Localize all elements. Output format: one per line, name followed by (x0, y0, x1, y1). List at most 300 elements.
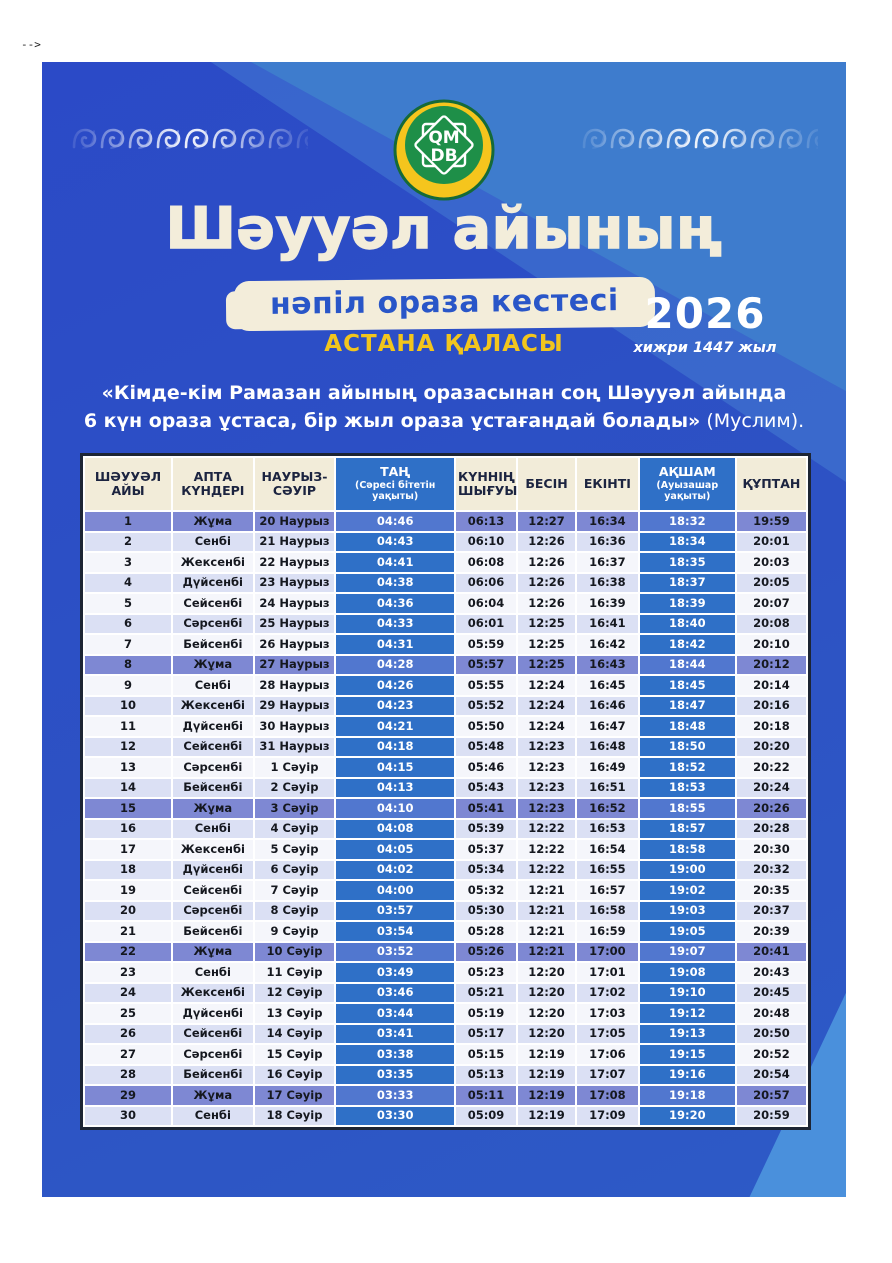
table-cell: 12:20 (518, 1025, 575, 1044)
table-cell: 20:43 (737, 963, 806, 982)
table-cell: 20:57 (737, 1086, 806, 1105)
table-cell: 26 Наурыз (255, 635, 335, 654)
table-cell: 1 Сәуір (255, 758, 335, 777)
table-cell: 04:38 (336, 574, 454, 593)
kazakh-ornament-right (580, 124, 818, 154)
table-cell: 20:59 (737, 1107, 806, 1126)
table-cell: 12:22 (518, 840, 575, 859)
table-cell: 16:39 (577, 594, 638, 613)
table-cell: 20:50 (737, 1025, 806, 1044)
table-row (85, 1025, 806, 1044)
table-cell: 5 Сәуір (255, 840, 335, 859)
table-cell: 16:42 (577, 635, 638, 654)
table-cell: 03:54 (336, 922, 454, 941)
table-cell: 12:26 (518, 553, 575, 572)
table-cell: 20:16 (737, 697, 806, 716)
table-cell: 05:41 (456, 799, 516, 818)
table-row (85, 717, 806, 736)
table-cell: 7 Сәуір (255, 881, 335, 900)
table-cell: 03:35 (336, 1066, 454, 1085)
table-cell: 6 (85, 615, 171, 634)
table-cell: 04:00 (336, 881, 454, 900)
table-cell: 12:19 (518, 1086, 575, 1105)
table-cell: Дүйсенбі (173, 574, 253, 593)
table-cell: 19:00 (640, 861, 735, 880)
table-cell: Сенбі (173, 676, 253, 695)
table-cell: 05:59 (456, 635, 516, 654)
table-cell: 20:18 (737, 717, 806, 736)
table-cell: 16:54 (577, 840, 638, 859)
table-cell: 23 Наурыз (255, 574, 335, 593)
table-cell: 04:13 (336, 779, 454, 798)
table-row (85, 533, 806, 552)
table-cell: 03:33 (336, 1086, 454, 1105)
hadith-source: (Муслим). (700, 409, 805, 432)
table-cell: 16:36 (577, 533, 638, 552)
table-row (85, 1066, 806, 1085)
table-cell: 12:19 (518, 1045, 575, 1064)
table-row (85, 635, 806, 654)
table-cell: 6 Сәуір (255, 861, 335, 880)
table-cell: 12:21 (518, 922, 575, 941)
table-cell: 12:25 (518, 635, 575, 654)
table-cell: 05:37 (456, 840, 516, 859)
table-cell: 12:23 (518, 799, 575, 818)
table-cell: 11 (85, 717, 171, 736)
table-cell: 18:35 (640, 553, 735, 572)
table-cell: 20:08 (737, 615, 806, 634)
table-cell: 16:58 (577, 902, 638, 921)
table-cell: 18:32 (640, 512, 735, 531)
table-cell: 03:41 (336, 1025, 454, 1044)
table-row (85, 922, 806, 941)
table-cell: 12:19 (518, 1107, 575, 1126)
table-cell: 15 Сәуір (255, 1045, 335, 1064)
table-cell: 25 (85, 1004, 171, 1023)
table-cell: 17:05 (577, 1025, 638, 1044)
table-cell: 27 (85, 1045, 171, 1064)
table-cell: 04:28 (336, 656, 454, 675)
table-cell: 16:57 (577, 881, 638, 900)
table-cell: 28 Наурыз (255, 676, 335, 695)
table-cell: 19:05 (640, 922, 735, 941)
table-cell: Бейсенбі (173, 779, 253, 798)
table-cell: 5 (85, 594, 171, 613)
table-cell: 04:05 (336, 840, 454, 859)
table-cell: 12:26 (518, 594, 575, 613)
year-block (620, 289, 790, 357)
table-row (85, 512, 806, 531)
table-cell: 17:01 (577, 963, 638, 982)
table-cell: 1 (85, 512, 171, 531)
table-cell: 3 (85, 553, 171, 572)
table-cell: 18:42 (640, 635, 735, 654)
table-cell: Сәрсенбі (173, 758, 253, 777)
table-cell: Дүйсенбі (173, 717, 253, 736)
table-cell: 05:57 (456, 656, 516, 675)
table-cell: 03:38 (336, 1045, 454, 1064)
table-cell: 18 (85, 861, 171, 880)
table-cell: Сәрсенбі (173, 615, 253, 634)
table-cell: 12:19 (518, 1066, 575, 1085)
table-cell: 20:32 (737, 861, 806, 880)
table-row (85, 840, 806, 859)
table-cell: Сенбі (173, 1107, 253, 1126)
poster-title: Шәууәл айының (165, 196, 723, 262)
table-cell: 18:58 (640, 840, 735, 859)
table-cell: 04:31 (336, 635, 454, 654)
table-cell: 19 (85, 881, 171, 900)
table-cell: 12:23 (518, 779, 575, 798)
table-cell: 23 (85, 963, 171, 982)
table-cell: 12:22 (518, 820, 575, 839)
table-cell: 12:25 (518, 656, 575, 675)
table-cell: Жексенбі (173, 697, 253, 716)
table-row (85, 984, 806, 1003)
table-cell: 05:46 (456, 758, 516, 777)
logo-text-bottom: DB (430, 146, 458, 166)
table-row (85, 799, 806, 818)
table-cell: 05:30 (456, 902, 516, 921)
table-cell: 16:53 (577, 820, 638, 839)
table-cell: 12:23 (518, 738, 575, 757)
table-cell: 20:35 (737, 881, 806, 900)
table-cell: 04:15 (336, 758, 454, 777)
hadith-line-2: 6 күн ораза ұстаса, бір жыл ораза ұстағандай болады» (Муслим). (83, 409, 805, 432)
col-header-weekday: АПТА КҮНДЕРІ (173, 458, 253, 510)
table-row (85, 820, 806, 839)
table-cell: 20:01 (737, 533, 806, 552)
table-cell: 29 Наурыз (255, 697, 335, 716)
table-cell: 19:07 (640, 943, 735, 962)
table-cell: 04:36 (336, 594, 454, 613)
stray-comment-text: --> (21, 38, 41, 51)
table-cell: 12:22 (518, 861, 575, 880)
col-header-isha: ҚҰПТАН (737, 458, 806, 510)
table-cell: 12:21 (518, 943, 575, 962)
table-cell: 30 Наурыз (255, 717, 335, 736)
table-cell: 12:20 (518, 984, 575, 1003)
table-cell: 16:59 (577, 922, 638, 941)
city-label: АСТАНА ҚАЛАСЫ (324, 331, 564, 357)
header-row (85, 458, 806, 510)
table-cell: Жұма (173, 1086, 253, 1105)
table-cell: 19:08 (640, 963, 735, 982)
table-row (85, 881, 806, 900)
table-cell: 12:24 (518, 676, 575, 695)
qmdb-logo-icon (392, 98, 496, 202)
table-cell: 30 (85, 1107, 171, 1126)
table-cell: 18:57 (640, 820, 735, 839)
table-cell: Жексенбі (173, 840, 253, 859)
table-cell: Сенбі (173, 820, 253, 839)
table-cell: Сенбі (173, 533, 253, 552)
table-row (85, 656, 806, 675)
table-cell: 05:23 (456, 963, 516, 982)
table-cell: 17:02 (577, 984, 638, 1003)
table-cell: 31 Наурыз (255, 738, 335, 757)
table-row (85, 902, 806, 921)
table-cell: 27 Наурыз (255, 656, 335, 675)
table-cell: 20:41 (737, 943, 806, 962)
table-row (85, 1107, 806, 1126)
table-cell: 20:05 (737, 574, 806, 593)
table-cell: 22 Наурыз (255, 553, 335, 572)
table-cell: 19:16 (640, 1066, 735, 1085)
table-cell: 20:10 (737, 635, 806, 654)
table-cell: 9 Сәуір (255, 922, 335, 941)
table-cell: 16:38 (577, 574, 638, 593)
table-cell: 24 (85, 984, 171, 1003)
table-cell: Сенбі (173, 963, 253, 982)
table-cell: 9 (85, 676, 171, 695)
table-cell: 15 (85, 799, 171, 818)
table-cell: 06:08 (456, 553, 516, 572)
table-cell: 20:37 (737, 902, 806, 921)
table-cell: 14 Сәуір (255, 1025, 335, 1044)
table-cell: 19:18 (640, 1086, 735, 1105)
table-cell: 12:24 (518, 717, 575, 736)
table-cell: Сейсенбі (173, 1025, 253, 1044)
table-cell: 16:49 (577, 758, 638, 777)
table-row (85, 779, 806, 798)
table-cell: 3 Сәуір (255, 799, 335, 818)
table-cell: 19:02 (640, 881, 735, 900)
table-cell: 17:09 (577, 1107, 638, 1126)
table-cell: 12:23 (518, 758, 575, 777)
table-cell: 21 (85, 922, 171, 941)
table-cell: Жексенбі (173, 553, 253, 572)
table-cell: 06:10 (456, 533, 516, 552)
table-cell: 05:43 (456, 779, 516, 798)
table-cell: 19:10 (640, 984, 735, 1003)
table-cell: 04:02 (336, 861, 454, 880)
table-cell: 16:51 (577, 779, 638, 798)
table-cell: 24 Наурыз (255, 594, 335, 613)
table-cell: 19:15 (640, 1045, 735, 1064)
table-cell: 22 (85, 943, 171, 962)
table-cell: 18:44 (640, 656, 735, 675)
table-cell: 18:45 (640, 676, 735, 695)
table-cell: 18:53 (640, 779, 735, 798)
table-cell: 13 (85, 758, 171, 777)
table-cell: 03:49 (336, 963, 454, 982)
table-cell: 20:52 (737, 1045, 806, 1064)
table-row (85, 697, 806, 716)
col-header-fajr: ТАҢ (Сәресі бітетін уақыты) (336, 458, 454, 510)
table-cell: 16:41 (577, 615, 638, 634)
year-label: 2026 (644, 289, 766, 338)
table-cell: 04:46 (336, 512, 454, 531)
table-cell: 05:26 (456, 943, 516, 962)
table-cell: 04:10 (336, 799, 454, 818)
table-cell: 05:52 (456, 697, 516, 716)
table-cell: 04:43 (336, 533, 454, 552)
table-cell: Жұма (173, 512, 253, 531)
table-cell: 20:12 (737, 656, 806, 675)
timetable-body (85, 512, 806, 1125)
table-cell: 20:24 (737, 779, 806, 798)
table-cell: Жұма (173, 943, 253, 962)
table-cell: 16:37 (577, 553, 638, 572)
table-cell: 20:45 (737, 984, 806, 1003)
table-cell: 05:21 (456, 984, 516, 1003)
table-row (85, 615, 806, 634)
hadith-quote (42, 380, 846, 435)
table-cell: 8 (85, 656, 171, 675)
table-cell: 28 (85, 1066, 171, 1085)
table-cell: 05:48 (456, 738, 516, 757)
table-cell: 17 Сәуір (255, 1086, 335, 1105)
table-cell: 04:33 (336, 615, 454, 634)
table-cell: 25 Наурыз (255, 615, 335, 634)
table-cell: 20:28 (737, 820, 806, 839)
table-cell: 20:30 (737, 840, 806, 859)
table-cell: 03:44 (336, 1004, 454, 1023)
table-cell: 12:26 (518, 533, 575, 552)
table-cell: 16:43 (577, 656, 638, 675)
table-cell: 10 (85, 697, 171, 716)
table-cell: 29 (85, 1086, 171, 1105)
table-cell: Сәрсенбі (173, 902, 253, 921)
table-cell: 16:34 (577, 512, 638, 531)
table-cell: 05:39 (456, 820, 516, 839)
table-cell: 05:15 (456, 1045, 516, 1064)
table-cell: 10 Сәуір (255, 943, 335, 962)
table-cell: 19:12 (640, 1004, 735, 1023)
table-cell: 05:17 (456, 1025, 516, 1044)
table-row (85, 1045, 806, 1064)
table-cell: 12:21 (518, 902, 575, 921)
table-cell: 05:19 (456, 1004, 516, 1023)
table-row (85, 574, 806, 593)
table-cell: 20 Наурыз (255, 512, 335, 531)
table-cell: 17 (85, 840, 171, 859)
table-cell: 13 Сәуір (255, 1004, 335, 1023)
kazakh-ornament-left (70, 124, 308, 154)
table-row (85, 594, 806, 613)
table-row (85, 676, 806, 695)
table-cell: 05:11 (456, 1086, 516, 1105)
table-cell: 20:39 (737, 922, 806, 941)
table-cell: 19:59 (737, 512, 806, 531)
table-cell: 20:22 (737, 758, 806, 777)
table-cell: 12:21 (518, 881, 575, 900)
table-cell: 06:13 (456, 512, 516, 531)
table-cell: 19:13 (640, 1025, 735, 1044)
table-cell: 18:40 (640, 615, 735, 634)
table-cell: 04:26 (336, 676, 454, 695)
table-cell: 16:52 (577, 799, 638, 818)
table-cell: Сейсенбі (173, 594, 253, 613)
table-cell: Бейсенбі (173, 1066, 253, 1085)
table-cell: 16 Сәуір (255, 1066, 335, 1085)
table-cell: 12:20 (518, 963, 575, 982)
table-cell: 12 Сәуір (255, 984, 335, 1003)
table-cell: 16 (85, 820, 171, 839)
table-cell: 21 Наурыз (255, 533, 335, 552)
col-header-dhuhr: БЕСІН (518, 458, 575, 510)
col-header-shawwal-day: ШӘУУӘЛ АЙЫ (85, 458, 171, 510)
table-cell: 12 (85, 738, 171, 757)
table-cell: Бейсенбі (173, 922, 253, 941)
table-cell: 04:08 (336, 820, 454, 839)
table-cell: 20:07 (737, 594, 806, 613)
table-row (85, 553, 806, 572)
table-cell: 06:04 (456, 594, 516, 613)
table-cell: 04:41 (336, 553, 454, 572)
table-cell: 05:28 (456, 922, 516, 941)
table-cell: 20:26 (737, 799, 806, 818)
col-header-sunrise: КҮННІҢ ШЫҒУЫ (456, 458, 516, 510)
table-cell: 4 (85, 574, 171, 593)
table-cell: 14 (85, 779, 171, 798)
table-cell: 18:39 (640, 594, 735, 613)
table-cell: 03:52 (336, 943, 454, 962)
table-cell: Бейсенбі (173, 635, 253, 654)
table-cell: 03:46 (336, 984, 454, 1003)
table-cell: 16:47 (577, 717, 638, 736)
table-cell: 20:54 (737, 1066, 806, 1085)
col-header-maghrib: АҚШАМ (Ауызашар уақыты) (640, 458, 735, 510)
table-cell: 20 (85, 902, 171, 921)
table-row (85, 738, 806, 757)
table-row (85, 758, 806, 777)
table-cell: 16:46 (577, 697, 638, 716)
table-cell: 05:09 (456, 1107, 516, 1126)
col-header-fajr-sub: (Сәресі бітетін уақыты) (354, 479, 436, 502)
fasting-timetable (80, 453, 811, 1130)
table-cell: 12:20 (518, 1004, 575, 1023)
table-cell: Сейсенбі (173, 881, 253, 900)
table-row (85, 1004, 806, 1023)
table-cell: 05:34 (456, 861, 516, 880)
table-cell: Сейсенбі (173, 738, 253, 757)
table-cell: 20:14 (737, 676, 806, 695)
table-cell: 03:30 (336, 1107, 454, 1126)
table-cell: 04:23 (336, 697, 454, 716)
table-cell: 06:06 (456, 574, 516, 593)
table-cell: 05:55 (456, 676, 516, 695)
table-cell: 2 Сәуір (255, 779, 335, 798)
table-cell: 18 Сәуір (255, 1107, 335, 1126)
table-cell: 17:08 (577, 1086, 638, 1105)
col-header-maghrib-sub: (Ауызашар уақыты) (656, 479, 719, 502)
table-cell: Жексенбі (173, 984, 253, 1003)
table-cell: 18:37 (640, 574, 735, 593)
table-cell: 16:55 (577, 861, 638, 880)
col-header-asr: ЕКІНТІ (577, 458, 638, 510)
ramadan-poster (42, 62, 846, 1197)
table-cell: 12:27 (518, 512, 575, 531)
table-cell: 20:20 (737, 738, 806, 757)
table-cell: 26 (85, 1025, 171, 1044)
table-row (85, 963, 806, 982)
table-cell: Дүйсенбі (173, 861, 253, 880)
table-cell: 16:48 (577, 738, 638, 757)
table-cell: 20:48 (737, 1004, 806, 1023)
table-cell: 12:24 (518, 697, 575, 716)
table-cell: 18:50 (640, 738, 735, 757)
table-cell: 18:47 (640, 697, 735, 716)
table-cell: 8 Сәуір (255, 902, 335, 921)
table-cell: 04:21 (336, 717, 454, 736)
table-cell: 12:25 (518, 615, 575, 634)
table-cell: 4 Сәуір (255, 820, 335, 839)
table-cell: 05:13 (456, 1066, 516, 1085)
table-cell: 18:55 (640, 799, 735, 818)
table-cell: 19:03 (640, 902, 735, 921)
